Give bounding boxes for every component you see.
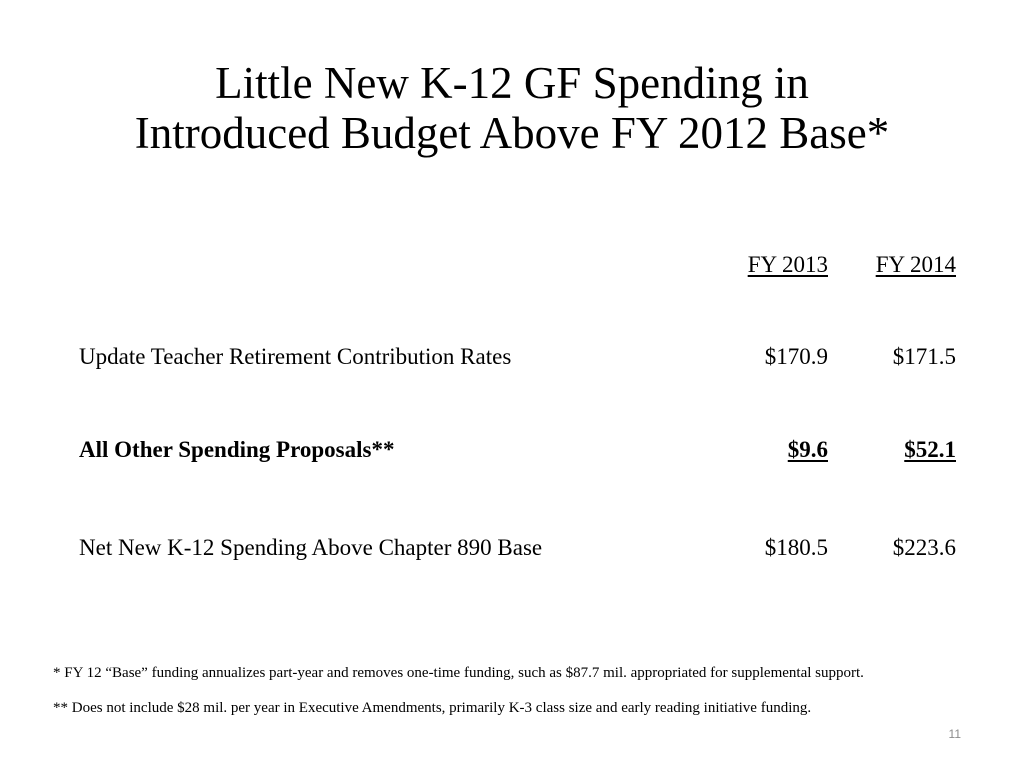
table-row <box>0 434 1024 466</box>
footnote-executive-amendments: ** Does not include $28 mil. per year in Executive Amendments, primarily K-3 class size and early reading initiative funding. <box>53 700 812 716</box>
row-value-fy2013: $170.9 <box>764 344 828 369</box>
column-header-fy2014: FY 2014 <box>875 252 956 277</box>
row-value-fy2014: $52.1 <box>904 437 956 462</box>
row-value-fy2014: $171.5 <box>892 344 956 369</box>
slide-title-line-2: Introduced Budget Above FY 2012 Base* <box>134 108 890 158</box>
row-value-fy2013: $9.6 <box>787 437 828 462</box>
footnote-base-funding: * FY 12 “Base” funding annualizes part-year and removes one-time funding, such as $87.7 mil. appropriated for supplemental support. <box>53 665 864 681</box>
page-number: 11 <box>948 727 961 741</box>
row-value-fy2013: $180.5 <box>764 535 828 560</box>
row-label: Update Teacher Retirement Contribution Rates <box>79 344 512 369</box>
column-header-fy2013: FY 2013 <box>747 252 828 277</box>
row-label: All Other Spending Proposals** <box>79 437 395 462</box>
row-label: Net New K-12 Spending Above Chapter 890 Base <box>79 535 543 560</box>
table-row <box>0 341 1024 373</box>
slide-title <box>0 58 1024 158</box>
row-value-fy2014: $223.6 <box>892 535 956 560</box>
slide-title-line-1: Little New K-12 GF Spending in <box>215 58 809 108</box>
table-row <box>0 532 1024 564</box>
